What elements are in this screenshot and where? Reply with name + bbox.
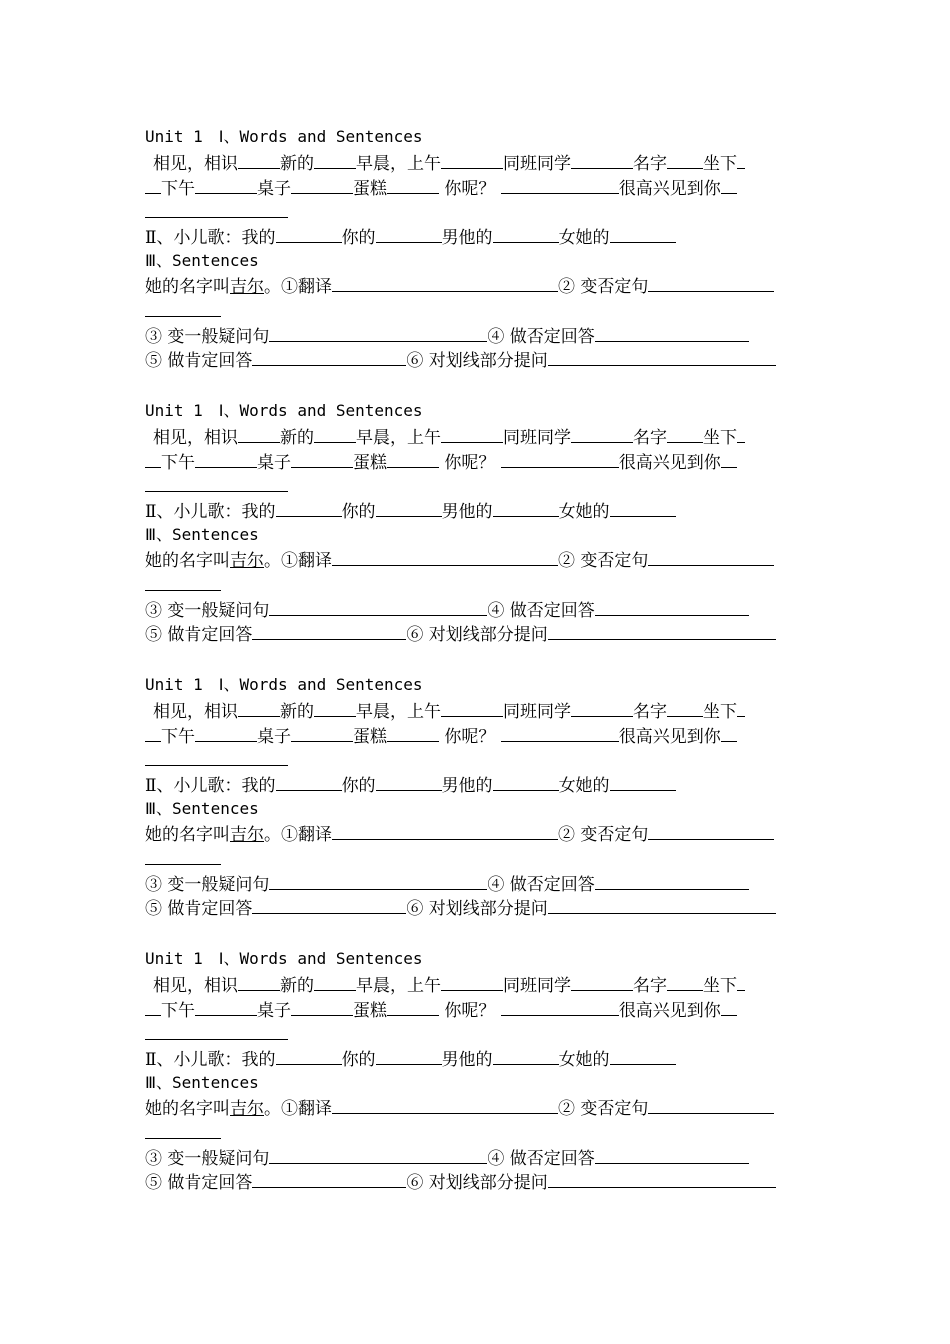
rhyme-prompt: Ⅱ、小儿歌：我的 xyxy=(145,1050,276,1070)
answer-blank[interactable] xyxy=(376,498,442,517)
word-prompt: 下午 xyxy=(161,179,195,199)
word-prompt: 坐下 xyxy=(703,702,737,722)
rhyme-line xyxy=(145,498,676,522)
answer-blank[interactable] xyxy=(737,150,745,169)
rhyme-prompt: 男他的 xyxy=(441,1050,493,1070)
answer-blank[interactable] xyxy=(291,997,353,1016)
answer-blank[interactable] xyxy=(314,150,356,169)
answer-blank[interactable] xyxy=(548,621,776,640)
task-line xyxy=(145,1169,776,1193)
sentence-line xyxy=(145,821,774,845)
continuation-line xyxy=(145,846,221,870)
task-label: ⑤ 做肯定回答 xyxy=(145,625,253,645)
answer-blank[interactable] xyxy=(145,449,161,468)
answer-blank[interactable] xyxy=(269,323,487,342)
word-prompt: 新的 xyxy=(280,702,314,722)
answer-blank[interactable] xyxy=(387,175,439,194)
word-prompt: 蛋糕 xyxy=(353,727,387,747)
word-prompt: 相见，相识 xyxy=(153,702,238,722)
word-prompt: 相见，相识 xyxy=(153,976,238,996)
answer-blank[interactable] xyxy=(269,597,487,616)
answer-blank[interactable] xyxy=(276,498,342,517)
answer-blank[interactable] xyxy=(291,175,353,194)
sentence-text: 她的名字叫 xyxy=(145,1099,230,1119)
word-prompt: 坐下 xyxy=(703,154,737,174)
underlined-name: 吉尔 xyxy=(230,825,264,845)
answer-blank[interactable] xyxy=(145,175,161,194)
answer-blank[interactable] xyxy=(276,1046,342,1065)
section-title: Unit 1 Ⅰ、Words and Sentences xyxy=(145,675,423,694)
word-prompt: 下午 xyxy=(161,453,195,473)
answer-blank[interactable] xyxy=(238,972,280,991)
word-prompt: 很高兴见到你 xyxy=(618,453,721,473)
word-prompt: 很高兴见到你 xyxy=(618,727,721,747)
words-line-2 xyxy=(145,723,737,747)
task-label: ⑥ 对划线部分提问 xyxy=(406,899,548,919)
answer-blank[interactable] xyxy=(332,547,558,566)
words-line-2 xyxy=(145,997,737,1021)
task-line xyxy=(145,347,776,371)
sentence-line xyxy=(145,1095,774,1119)
word-prompt: 很高兴见到你 xyxy=(618,1001,721,1021)
section-title: Unit 1 Ⅰ、Words and Sentences xyxy=(145,401,423,420)
task-label: ② 变否定句 xyxy=(558,825,649,845)
answer-blank[interactable] xyxy=(493,224,559,243)
answer-blank[interactable] xyxy=(610,772,676,791)
answer-blank[interactable] xyxy=(501,449,619,468)
answer-blank[interactable] xyxy=(721,175,737,194)
continuation-line xyxy=(145,298,221,322)
answer-blank[interactable] xyxy=(332,1095,558,1114)
word-prompt: 很高兴见到你 xyxy=(618,179,721,199)
answer-blank[interactable] xyxy=(314,972,356,991)
answer-blank[interactable] xyxy=(493,498,559,517)
word-prompt: 名字 xyxy=(633,976,667,996)
answer-blank[interactable] xyxy=(667,424,703,443)
task-line xyxy=(145,323,749,347)
sentence-text: 她的名字叫 xyxy=(145,277,230,297)
word-prompt: 新的 xyxy=(280,428,314,448)
words-line-1 xyxy=(153,424,745,448)
rhyme-prompt: 女她的 xyxy=(558,228,610,248)
word-prompt: 桌子 xyxy=(257,453,291,473)
answer-blank[interactable] xyxy=(571,698,633,717)
answer-blank[interactable] xyxy=(269,871,487,890)
answer-blank[interactable] xyxy=(595,1145,749,1164)
sentences-heading: Ⅲ、Sentences xyxy=(145,251,259,270)
word-prompt: 新的 xyxy=(280,154,314,174)
task-line xyxy=(145,871,749,895)
task-label: ⑤ 做肯定回答 xyxy=(145,351,253,371)
answer-blank[interactable] xyxy=(595,597,749,616)
continuation-line xyxy=(145,1120,221,1144)
rhyme-line xyxy=(145,1046,676,1070)
answer-blank[interactable] xyxy=(387,997,439,1016)
word-prompt: 新的 xyxy=(280,976,314,996)
answer-blank[interactable] xyxy=(314,698,356,717)
word-prompt: 桌子 xyxy=(257,727,291,747)
answer-blank[interactable] xyxy=(648,547,774,566)
answer-blank[interactable] xyxy=(252,347,406,366)
word-prompt: 名字 xyxy=(633,428,667,448)
word-prompt: 蛋糕 xyxy=(353,1001,387,1021)
sentence-line xyxy=(145,273,774,297)
rhyme-prompt: 女她的 xyxy=(558,502,610,522)
underlined-name: 吉尔 xyxy=(230,551,264,571)
rhyme-prompt: 你的 xyxy=(341,1050,376,1070)
word-prompt: 你呢？ xyxy=(444,179,496,199)
answer-blank[interactable] xyxy=(595,323,749,342)
word-prompt: 同班同学 xyxy=(503,154,571,174)
word-prompt: 桌子 xyxy=(257,1001,291,1021)
task-label: ⑤ 做肯定回答 xyxy=(145,899,253,919)
answer-blank[interactable] xyxy=(145,473,288,492)
answer-blank[interactable] xyxy=(376,772,442,791)
rhyme-prompt: 女她的 xyxy=(558,776,610,796)
answer-blank[interactable] xyxy=(721,449,737,468)
answer-blank[interactable] xyxy=(737,972,745,991)
answer-blank[interactable] xyxy=(195,723,257,742)
answer-blank[interactable] xyxy=(238,424,280,443)
sentence-text: 她的名字叫 xyxy=(145,825,230,845)
answer-blank[interactable] xyxy=(493,772,559,791)
answer-blank[interactable] xyxy=(195,997,257,1016)
rhyme-prompt: Ⅱ、小儿歌：我的 xyxy=(145,776,276,796)
word-prompt: 你呢？ xyxy=(444,727,496,747)
word-prompt: 早晨，上午 xyxy=(356,428,441,448)
answer-blank[interactable] xyxy=(441,150,503,169)
answer-blank[interactable] xyxy=(571,424,633,443)
answer-blank[interactable] xyxy=(721,997,737,1016)
answer-blank[interactable] xyxy=(269,1145,487,1164)
rhyme-prompt: Ⅱ、小儿歌：我的 xyxy=(145,228,276,248)
task-label: ④ 做否定回答 xyxy=(487,875,595,895)
answer-blank[interactable] xyxy=(387,723,439,742)
answer-blank[interactable] xyxy=(332,273,558,292)
answer-blank[interactable] xyxy=(667,698,703,717)
answer-blank[interactable] xyxy=(195,449,257,468)
answer-blank[interactable] xyxy=(501,723,619,742)
task-label: ④ 做否定回答 xyxy=(487,327,595,347)
task-label: ③ 变一般疑问句 xyxy=(145,875,270,895)
words-line-2 xyxy=(145,175,737,199)
task-label: ④ 做否定回答 xyxy=(487,1149,595,1169)
answer-blank[interactable] xyxy=(145,572,221,591)
rhyme-line xyxy=(145,772,676,796)
answer-blank[interactable] xyxy=(291,449,353,468)
answer-blank[interactable] xyxy=(501,997,619,1016)
word-prompt: 下午 xyxy=(161,727,195,747)
answer-blank[interactable] xyxy=(252,1169,406,1188)
words-line-3 xyxy=(145,473,288,497)
sentences-heading: Ⅲ、Sentences xyxy=(145,1073,259,1092)
word-prompt: 相见，相识 xyxy=(153,154,238,174)
task-line xyxy=(145,597,749,621)
task-label: ⑥ 对划线部分提问 xyxy=(406,625,548,645)
answer-blank[interactable] xyxy=(145,1120,221,1139)
answer-blank[interactable] xyxy=(610,224,676,243)
sentence-task: 。①翻译 xyxy=(264,1099,332,1119)
sentence-line xyxy=(145,547,774,571)
answer-blank[interactable] xyxy=(145,747,288,766)
word-prompt: 名字 xyxy=(633,154,667,174)
answer-blank[interactable] xyxy=(145,723,161,742)
rhyme-prompt: 男他的 xyxy=(441,502,493,522)
task-label: ⑥ 对划线部分提问 xyxy=(406,351,548,371)
answer-blank[interactable] xyxy=(145,997,161,1016)
words-line-3 xyxy=(145,747,288,771)
sentence-task: 。①翻译 xyxy=(264,825,332,845)
answer-blank[interactable] xyxy=(276,772,342,791)
word-prompt: 你呢？ xyxy=(444,1001,496,1021)
rhyme-prompt: 男他的 xyxy=(441,776,493,796)
word-prompt: 坐下 xyxy=(703,428,737,448)
answer-blank[interactable] xyxy=(376,224,442,243)
rhyme-prompt: Ⅱ、小儿歌：我的 xyxy=(145,502,276,522)
words-line-3 xyxy=(145,199,288,223)
sentence-task: 。①翻译 xyxy=(264,277,332,297)
answer-blank[interactable] xyxy=(493,1046,559,1065)
answer-blank[interactable] xyxy=(648,273,774,292)
answer-blank[interactable] xyxy=(737,424,745,443)
task-line xyxy=(145,895,776,919)
answer-blank[interactable] xyxy=(610,1046,676,1065)
task-label: ③ 变一般疑问句 xyxy=(145,327,270,347)
word-prompt: 同班同学 xyxy=(503,428,571,448)
task-label: ④ 做否定回答 xyxy=(487,601,595,621)
underlined-name: 吉尔 xyxy=(230,1099,264,1119)
sentences-heading: Ⅲ、Sentences xyxy=(145,525,259,544)
answer-blank[interactable] xyxy=(610,498,676,517)
section-title: Unit 1 Ⅰ、Words and Sentences xyxy=(145,949,423,968)
answer-blank[interactable] xyxy=(571,150,633,169)
continuation-line xyxy=(145,572,221,596)
rhyme-line xyxy=(145,224,676,248)
answer-blank[interactable] xyxy=(276,224,342,243)
answer-blank[interactable] xyxy=(548,1169,776,1188)
word-prompt: 早晨，上午 xyxy=(356,702,441,722)
answer-blank[interactable] xyxy=(548,347,776,366)
answer-blank[interactable] xyxy=(314,424,356,443)
word-prompt: 桌子 xyxy=(257,179,291,199)
answer-blank[interactable] xyxy=(441,698,503,717)
task-label: ② 变否定句 xyxy=(558,551,649,571)
words-line-3 xyxy=(145,1021,288,1045)
task-label: ③ 变一般疑问句 xyxy=(145,1149,270,1169)
task-line xyxy=(145,1145,749,1169)
answer-blank[interactable] xyxy=(145,846,221,865)
answer-blank[interactable] xyxy=(145,1021,288,1040)
words-line-1 xyxy=(153,698,745,722)
rhyme-prompt: 你的 xyxy=(341,502,376,522)
word-prompt: 蛋糕 xyxy=(353,179,387,199)
word-prompt: 你呢？ xyxy=(444,453,496,473)
answer-blank[interactable] xyxy=(252,895,406,914)
word-prompt: 相见，相识 xyxy=(153,428,238,448)
task-label: ③ 变一般疑问句 xyxy=(145,601,270,621)
answer-blank[interactable] xyxy=(648,1095,774,1114)
answer-blank[interactable] xyxy=(595,871,749,890)
answer-blank[interactable] xyxy=(667,150,703,169)
sentence-task: 。①翻译 xyxy=(264,551,332,571)
answer-blank[interactable] xyxy=(291,723,353,742)
answer-blank[interactable] xyxy=(571,972,633,991)
answer-blank[interactable] xyxy=(252,621,406,640)
answer-blank[interactable] xyxy=(195,175,257,194)
answer-blank[interactable] xyxy=(145,298,221,317)
task-line xyxy=(145,621,776,645)
answer-blank[interactable] xyxy=(376,1046,442,1065)
underlined-name: 吉尔 xyxy=(230,277,264,297)
word-prompt: 坐下 xyxy=(703,976,737,996)
answer-blank[interactable] xyxy=(238,698,280,717)
rhyme-prompt: 你的 xyxy=(341,776,376,796)
words-line-1 xyxy=(153,972,745,996)
answer-blank[interactable] xyxy=(501,175,619,194)
answer-blank[interactable] xyxy=(667,972,703,991)
word-prompt: 名字 xyxy=(633,702,667,722)
word-prompt: 蛋糕 xyxy=(353,453,387,473)
answer-blank[interactable] xyxy=(441,972,503,991)
answer-blank[interactable] xyxy=(648,821,774,840)
answer-blank[interactable] xyxy=(145,199,288,218)
rhyme-prompt: 男他的 xyxy=(441,228,493,248)
answer-blank[interactable] xyxy=(737,698,745,717)
sentences-heading: Ⅲ、Sentences xyxy=(145,799,259,818)
task-label: ② 变否定句 xyxy=(558,1099,649,1119)
sentence-text: 她的名字叫 xyxy=(145,551,230,571)
task-label: ② 变否定句 xyxy=(558,277,649,297)
answer-blank[interactable] xyxy=(721,723,737,742)
word-prompt: 下午 xyxy=(161,1001,195,1021)
rhyme-prompt: 你的 xyxy=(341,228,376,248)
answer-blank[interactable] xyxy=(238,150,280,169)
rhyme-prompt: 女她的 xyxy=(558,1050,610,1070)
section-title: Unit 1 Ⅰ、Words and Sentences xyxy=(145,127,423,146)
word-prompt: 同班同学 xyxy=(503,976,571,996)
word-prompt: 早晨，上午 xyxy=(356,154,441,174)
task-label: ⑥ 对划线部分提问 xyxy=(406,1173,548,1193)
words-line-1 xyxy=(153,150,745,174)
answer-blank[interactable] xyxy=(548,895,776,914)
answer-blank[interactable] xyxy=(441,424,503,443)
word-prompt: 早晨，上午 xyxy=(356,976,441,996)
task-label: ⑤ 做肯定回答 xyxy=(145,1173,253,1193)
answer-blank[interactable] xyxy=(387,449,439,468)
answer-blank[interactable] xyxy=(332,821,558,840)
words-line-2 xyxy=(145,449,737,473)
word-prompt: 同班同学 xyxy=(503,702,571,722)
